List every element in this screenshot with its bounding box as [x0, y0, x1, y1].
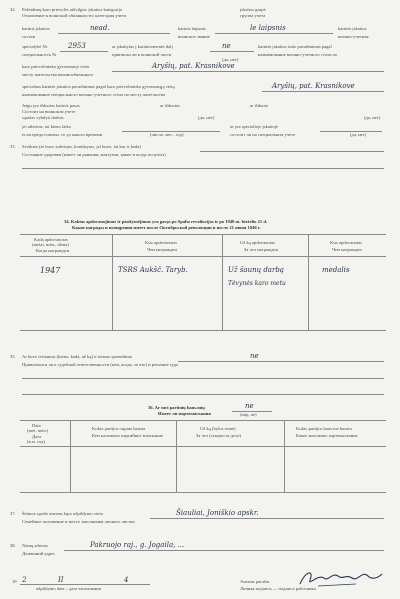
s34-table-bottom	[20, 330, 386, 331]
s33-rule2	[22, 168, 384, 169]
s36-h1s: (mėt, mėn.)	[27, 428, 49, 433]
hw-award-for2: Tėvynės karo metu	[228, 280, 286, 287]
s32-l3r: karinės įskaitos stalo pavadinimas pagal	[258, 44, 332, 49]
hw-mesto: Aryšių, pat. Krasnikove	[152, 62, 235, 70]
s33-rule	[200, 151, 384, 152]
s35-l1b: Привлекался ли к судебной ответственности (кем, когда, за что) и решение суда	[22, 362, 179, 367]
s32-l8r: ar yra specialioje įskaitoje	[230, 124, 279, 129]
s33-l1: Sveikata (ar buvo sužeistas, kontūzytas, jei buvo, tai kur ir kada)	[22, 144, 141, 149]
s32-l2-rule	[58, 33, 170, 34]
s32-l3b: специальность №	[22, 52, 57, 57]
s33-num: 33.	[10, 144, 16, 149]
s34-h3: Už ką apdovanotas	[240, 240, 275, 245]
s34-title-b: Какие награды и поощрения имеет после Октябрьской революции и после 21 июня 1940 г.	[72, 225, 261, 230]
s35-rule3	[22, 394, 384, 395]
s32-l3br: наименование военно-учетного стола по	[258, 52, 338, 57]
s34-col3	[308, 234, 309, 330]
s36-h2: Kokio partijos organo bausta	[92, 426, 146, 431]
s34-h4b: Чем награжден	[332, 247, 362, 252]
s37-l1b: Семейное положение и место заполнения личного листка	[22, 519, 135, 524]
s36-head-rule	[20, 446, 386, 447]
s32-l8bm: (число, мес., год)	[150, 132, 184, 137]
s32-l1r: įskaitos grupė	[240, 7, 266, 12]
hw-court: ne	[250, 352, 259, 360]
s36-table-bottom	[20, 492, 386, 493]
s32-l7r: (да, нет)	[364, 115, 381, 120]
s36-h3: Už ką (bylos esmė)	[200, 426, 236, 431]
s32-l7b: (да, нет)	[198, 115, 215, 120]
s32-l8brr: (да, нет)	[350, 132, 367, 137]
s35-l1: Ar buvo teisiamas (kieno, kada, už ką) ir teismo sprendimas	[22, 354, 133, 359]
s34-h1s: (metai, mėn., diena)	[32, 242, 69, 247]
handwritten-signature	[296, 566, 386, 590]
hw-date-month: II	[58, 576, 64, 584]
s35-rule2	[22, 378, 384, 379]
s36-h3b: За что (сущность дела)	[196, 433, 241, 438]
s38-rule	[64, 550, 384, 551]
s32-l2bm: воинское звание	[178, 34, 210, 39]
s32-l6b: Состоит на воинском учете	[22, 109, 76, 114]
s32-l6r: ar išduota	[250, 103, 268, 108]
s32-l7: sąrašas vykdyti darbus	[22, 115, 64, 120]
s36-h2b: Кем наложено партийное взыскание	[92, 433, 163, 438]
s32-l1br: группа учета	[240, 13, 266, 18]
hw-date-year: 4	[124, 576, 129, 584]
s32-l4: karo prievolininko gyvenamoji vieta	[22, 64, 89, 69]
s32-l6m: ar išduotas	[160, 103, 180, 108]
s38-num: 38.	[10, 543, 16, 548]
s32-l6: Jeigu yra išduotas karinis pasas	[22, 103, 80, 108]
s32-l3bm: приписан ли к воинской части	[112, 52, 172, 57]
s36-col1	[70, 420, 71, 492]
footer-date-rule	[20, 584, 150, 585]
s32-l3-rule	[60, 51, 108, 52]
hw-zvanie: le laipsnis	[250, 24, 286, 32]
s34-head-rule	[20, 256, 386, 257]
footer-sig-label-b: Личная подпись — подпись работника	[240, 586, 316, 591]
s32-l4b: месту жительства военнообязанного	[22, 72, 94, 77]
footer-sig-label: Asmens parašas	[240, 579, 270, 584]
hw-address: Pakruojo raj., g. Jogaila, ...	[90, 541, 185, 549]
hw-spec-mesto: Aryšių, pat. Krasnikove	[272, 82, 355, 90]
hw-award-what: TSRS Aukšč. Taryb.	[118, 266, 188, 274]
s37-l1: Šeimos sąrašo asmens lapo užpildymo vieta	[22, 511, 103, 516]
s34-h2b: Чем награжден	[147, 247, 177, 252]
s32-l4-rule	[112, 71, 384, 72]
s34-col1	[112, 234, 113, 330]
s32-l2: karinis įskaitos	[22, 26, 50, 31]
hw-date-day: 2	[22, 576, 27, 584]
footer-year-prefix: 19	[12, 579, 17, 584]
s32-l5-rule	[262, 91, 384, 92]
hw-spec: 2953	[68, 42, 86, 50]
s34-h1: Kada apdovanotas	[34, 237, 68, 242]
s36-h4: Kokio partijos baus.me bausta	[296, 426, 352, 431]
s32-l3m-rule	[210, 51, 254, 52]
s32-l8: jei atleistas, tai kieno laiko	[22, 124, 72, 129]
hw-award-for1: Už šaunų darbą	[228, 266, 284, 274]
hw-pripisan: ne	[222, 42, 231, 50]
s36-h1bs: (в.м. год)	[27, 439, 45, 444]
s34-h1b: Когда награжден	[36, 248, 70, 253]
s34-h2: Kuo apdovanotas	[145, 240, 178, 245]
s32-l2br: военно-учетная	[338, 34, 369, 39]
hw-sostav: nead.	[90, 24, 110, 32]
s32-l2b: состав	[22, 34, 35, 39]
s37-num: 37.	[10, 511, 16, 516]
s36-title-s: (taip, ne)	[240, 412, 257, 417]
s36-h4b: Какое наложено партвзыскание	[296, 433, 358, 438]
s32-l1b: Отношение к воинской обязанности: категория учета	[22, 13, 127, 18]
s36-col3	[284, 420, 285, 492]
s32-l8br: состоит ли на специальном учете	[230, 132, 296, 137]
s36-col2	[176, 420, 177, 492]
hw-award-when: 1947	[40, 266, 61, 275]
s38-l1: Namų adresas	[22, 543, 48, 548]
s34-col2	[222, 234, 223, 330]
s34-h3b: За что награжден	[244, 247, 278, 252]
s32-l3: specialybė Nr	[22, 44, 48, 49]
s32-num: 32.	[10, 7, 16, 12]
s35-rule	[178, 361, 384, 362]
s32-l1: Pažeidimų karo prievolės atžvilgiu: įskaitos kategorija	[22, 7, 122, 12]
footer-date-label: užpildymo data – дата заполнения	[36, 586, 101, 591]
s32-l8b: если предоставлен, то до какого времени	[22, 132, 103, 137]
s32-l5b: наименование специального военно-учетного стола по месту жительства	[22, 92, 166, 97]
s34-title: 34. Kokius apdovanojimus ir pasižymėjimus yra gavęs po Spalio revoliucijos ir po 1940 m. birželio 21 d.	[64, 219, 268, 224]
s32-l2m: karinis laipsnis	[178, 26, 206, 31]
s34-table-top	[20, 234, 386, 235]
s32-l3bm2: (да, нет)	[222, 57, 239, 62]
s33-l1b: Состояние здоровья (имеет ли ранения, контузии, какие и когда получил)	[22, 152, 166, 157]
hw-family: Šiauliai, Joniškio apskr.	[176, 509, 259, 517]
hw-award-what2: medalis	[322, 266, 350, 274]
s36-title-b: Имеет ли партвзыскания	[158, 411, 211, 416]
s36-table-top	[20, 420, 386, 421]
hw-party: ne	[245, 402, 254, 410]
s32-l2m-rule	[215, 33, 333, 34]
s32-l2r: karinės įskaitos	[338, 26, 367, 31]
s37-rule	[150, 518, 384, 519]
s36-h1: Data	[32, 423, 41, 428]
s36-h1b: Дата	[32, 434, 42, 439]
s35-num: 35.	[10, 354, 16, 359]
s32-l3m: ar įskaitytas į karinioomenės dalį	[112, 44, 173, 49]
s34-h4: Kuo apdovanotas	[330, 240, 363, 245]
s32-l5: specialaus karinės įskaitos pavadinimas pagal karo prievolininko gyvenamąją vietą	[22, 84, 175, 89]
s38-l1b: Домашний адрес	[22, 551, 56, 556]
s36-title: 36. Ar turi partinių baus.mių	[148, 405, 205, 410]
